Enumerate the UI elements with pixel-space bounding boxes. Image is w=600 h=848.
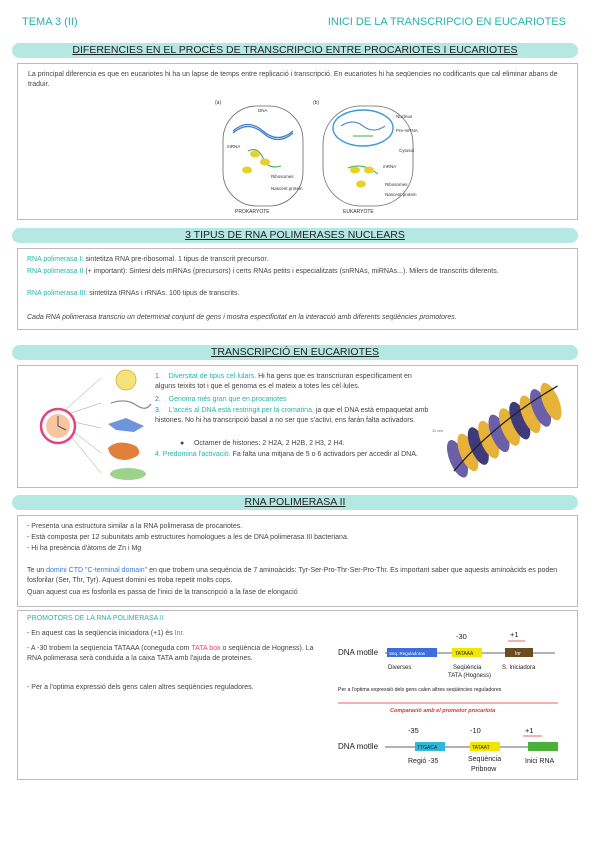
prokaryote-eukaryote-figure: [213, 96, 438, 216]
chromatin-figure: [430, 380, 575, 480]
ctd-phosphorylation-text: Quan aquest cua es fosforila es passa de l'inici de la transcripció a la fase de elongació: [27, 589, 298, 596]
prokaryote-cell-outline: [223, 106, 303, 206]
euk-initiator-label: S. Iniciadora: [502, 665, 536, 671]
polymerase-specificity-note: Cada RNA polimerasa transcriu un determinat conjunt de gens i mostra especificitat en la interacció amb diferents seqüències promotores.: [27, 314, 457, 321]
euk-ribosome-3: [356, 181, 366, 188]
ribosome-1: [250, 151, 260, 158]
eukaryote-cell-outline: [323, 106, 413, 206]
prok-p1-label: +1: [525, 726, 534, 735]
prok-pribnow-label: Pribnow: [471, 766, 497, 773]
differences-text: La principal diferencia es que en eucariotes hi ha un lapse de temps entre replicació i transcripció. En eucariotes hi ha seqüencies no codificants que cal eliminar abans de traduir.: [28, 71, 558, 88]
start-rna-box: [528, 742, 558, 751]
ribosome-3: [242, 167, 252, 174]
euk-ribosome-2: [364, 167, 374, 174]
prok-title: Comparació amb el promotor procariota: [390, 708, 496, 714]
fig-label-b: (b): [313, 100, 320, 106]
prok-start-rna-label: Inici RNA: [525, 758, 555, 765]
chromatin-size-label: 11 nm: [432, 428, 443, 433]
rna-pol-ii-box: [17, 515, 578, 607]
polymerase-i-text: RNA polimerasa I: sintetitza RNA pre-ribosomal. 1 tipus de transcrit precursor.: [27, 256, 269, 263]
fig-nucleus-label: Nucleus: [396, 114, 413, 119]
fig-mrna-label: mRNA: [227, 144, 241, 149]
green-cell: [110, 468, 146, 480]
seq-reg-label: Seq. Reguladoras: [389, 651, 426, 656]
fig-label-a: (a): [215, 100, 222, 106]
ttgaca-label: TTGACA: [417, 745, 438, 751]
promoter-point-3: - Per a l'optima expressió dels gens calen altres seqüències reguladores.: [27, 684, 254, 691]
polymerases-box: [17, 248, 578, 330]
point-2: 2. Genoma més gran que en procariotes: [155, 396, 287, 403]
euk-p1-label: +1: [510, 630, 519, 639]
page-header: [0, 0, 600, 40]
euk-dna-strand: [341, 122, 385, 130]
prok-sequence-label: Seqüència: [468, 756, 502, 763]
tataat-label: TATAAT: [472, 745, 490, 751]
fig-premrna-label: Pre-mRNA: [396, 128, 418, 133]
fig-protein-label: Nascent protein: [271, 186, 303, 191]
promoter-point-1: - En aquest cas la seqüencia iniciadora (+1) és Inr.: [27, 630, 185, 637]
prokaryotic-promoter-diagram: [330, 701, 565, 779]
euk-dna-label: DNA motlle: [338, 648, 379, 657]
topic-label: TEMA 3 (II): [22, 16, 78, 28]
eukaryotic-promoter-diagram: [330, 629, 565, 701]
fig-prokaryote-caption: PROKARYOTE: [235, 209, 270, 215]
ctd-text: Te un domini CTD "C-terminal domain" en que trobem una sequència de 7 aminoàcids: Tyr-Ser-Pro-Thr-Ser-Pro-Thr. Es important saber que aquests aminoàcids es poden fosforilar (Ser, Thr, Tyr). Aquest domini es troba repetit molts cops.: [27, 567, 558, 584]
prok-region35-label: Regió -35: [408, 758, 439, 765]
euk-ribosome-1: [350, 167, 360, 174]
differences-box: [17, 63, 578, 220]
prok-m10-label: -10: [470, 726, 481, 735]
orange-cell: [108, 442, 139, 460]
euk-diverses-label: Diverses: [388, 665, 412, 671]
promoters-box: [17, 610, 578, 780]
point-1: 1. Diversitat de tipus cel·lulars. Hi ha gens que es transcriuran especificament en alguns teixits tot i que el genoma es el mateix a totes les cèl·lules.: [155, 373, 412, 390]
prok-dna-strand-2: [233, 127, 293, 140]
euk-sequence-label: Seqüència: [453, 665, 482, 671]
promoters-title: PROMOTORS DE LA RNA POLIMERASA II: [27, 615, 164, 622]
prok-dna-strand: [233, 125, 293, 138]
prok-dna-label: DNA motlle: [338, 742, 379, 751]
prok-m35-label: -35: [408, 726, 419, 735]
polymerase-ii-text: RNA polimerasa II (+ important): Sintesi dels mRNAs (precursors) i certs RNAs petits i especialitzats (snRNAs, miRNAs...). Milers de transcrits diferents.: [27, 268, 499, 275]
fig-euk-ribosome-label: Ribosomes: [385, 182, 408, 187]
section-title-rna-pol-ii: RNA POLIMERASA II: [12, 495, 578, 510]
fig-dna-label: DNA: [258, 108, 268, 113]
euk-m30-label: -30: [456, 632, 467, 641]
fig-euk-protein-label: Nascent protein: [385, 192, 417, 197]
nucleus-outline: [333, 110, 393, 146]
euk-tata-hogness-label: TATA (Hogness): [448, 673, 492, 679]
page-title: INICI DE LA TRANSCRIPCIO EN EUCARIOTES: [327, 16, 566, 28]
inr-label: Inr: [515, 651, 521, 657]
pol-ii-bullet-3: - Hi ha presència d'àtoms de Zn i Mg: [27, 545, 142, 552]
point-4: 4. Predomina l'activació. Fa falta una mitjana de 5 o 6 activadors per accedir al DNA.: [155, 451, 418, 458]
fig-eukaryote-caption: EUKARYOTE: [343, 209, 374, 215]
eukaryotic-transcription-box: [17, 365, 578, 488]
fig-cytosol-label: Cytosol: [399, 148, 415, 153]
promoter-point-2: - A -30 trobem la seqüencia TATAAA (coneguda com TATA box o seqüència de Hogness). La RNA polimerasa serà conduida a la caixa TATA amb l'ajuda de proteines.: [27, 645, 314, 662]
section-title-eukaryotic-transcription: TRANSCRIPCIÓ EN EUCARIOTES: [12, 345, 578, 360]
blue-cell: [108, 418, 144, 432]
polymerase-iii-text: RNA polimerasa III: sintetitza tRNAs i rRNAs. 100 tipus de transcrits.: [27, 290, 240, 297]
fig-euk-mrna-label: mRNA: [383, 164, 397, 169]
section-title-differences: DIFERENCIES EN EL PROCÈS DE TRANSCRIPCIO ENTRE PROCARIOTES I EUCARIOTES: [12, 43, 578, 58]
cell-types-figure: [26, 368, 154, 486]
euk-note: Per a l'optima expressió dels gens calen altres seqüències reguladores: [338, 687, 502, 693]
fig-ribosome-label: Ribosomes: [271, 174, 294, 179]
pol-ii-bullet-1: - Presenta una estructura similar a la RNA polimerasa de procariotes.: [27, 523, 243, 530]
section-title-polymerases: 3 TIPUS DE RNA POLIMERASES NUCLEARS: [12, 228, 578, 243]
egg-cell: [116, 370, 136, 390]
neuron-cell: [111, 401, 151, 408]
point-3: 3. L'accés al DNA està restringit per la cromatina, ja que el DNA està empaquetat amb histones. No hi ha transcripció basal a no ser que s'activi, ens farán falta activadors.: [155, 407, 429, 424]
ribosome-2: [260, 159, 270, 166]
pol-ii-bullet-2: - Està composta per 12 subunitats amb estructures homologues a les de DNA polimerasa III bacteriana.: [27, 534, 349, 541]
histone-bullet: ● Octamer de histones: 2 H2A, 2 H2B, 2 H3, 2 H4.: [180, 440, 345, 447]
tata-label: TATAAA: [455, 651, 474, 657]
